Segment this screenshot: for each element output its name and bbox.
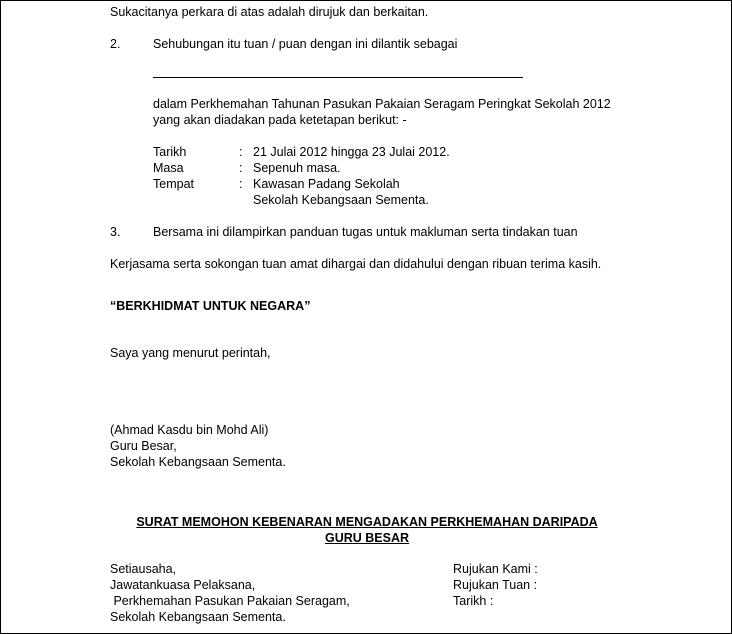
signatory-title: Guru Besar, — [110, 439, 177, 453]
second-letter-heading-line-2: GURU BESAR — [324, 531, 410, 545]
signatory-name: (Ahmad Kasdu bin Mohd Ali) — [110, 423, 269, 437]
paragraph-3-number: 3. — [110, 225, 121, 239]
paragraph-3-text: Bersama ini dilampirkan panduan tugas untuk makluman serta tindakan tuan — [153, 225, 578, 239]
reference-our: Rujukan Kami : — [453, 562, 538, 576]
detail-label-place: Tempat — [153, 177, 194, 191]
paragraph-2-line-3: yang akan diadakan pada ketetapan berikut: - — [153, 113, 407, 127]
recipient-line: Sekolah Kebangsaan Sementa. — [110, 610, 286, 624]
sign-intro: Saya yang menurut perintah, — [110, 346, 271, 360]
detail-value-time: Sepenuh masa. — [253, 161, 341, 175]
paragraph-2-number: 2. — [110, 37, 121, 51]
detail-label-date: Tarikh — [153, 145, 187, 159]
signatory-school: Sekolah Kebangsaan Sementa. — [110, 455, 286, 469]
paragraph-2-text: Sehubungan itu tuan / puan dengan ini dilantik sebagai — [153, 37, 458, 51]
detail-value-place: Kawasan Padang Sekolah — [253, 177, 400, 191]
detail-colon-place: : — [239, 177, 243, 191]
paragraph-1-closing: Sukacitanya perkara di atas adalah dirujuk dan berkaitan. — [110, 5, 429, 19]
detail-value-date: 21 Julai 2012 hingga 23 Julai 2012. — [253, 145, 450, 159]
reference-your: Rujukan Tuan : — [453, 578, 538, 592]
motto: “BERKHIDMAT UNTUK NEGARA” — [110, 299, 311, 313]
appointment-blank-line — [153, 77, 523, 78]
detail-label-time: Masa — [153, 161, 184, 175]
detail-colon-date: : — [239, 145, 243, 159]
thanks-line: Kerjasama serta sokongan tuan amat dihargai dan didahului dengan ribuan terima kasih. — [110, 257, 602, 271]
reference-date: Tarikh : — [453, 594, 494, 608]
second-letter-heading-line-1: SURAT MEMOHON KEBENARAN MENGADAKAN PERKHEMAHAN DARIPADA — [136, 515, 598, 529]
recipient-line: Perkhemahan Pasukan Pakaian Seragam, — [110, 594, 350, 608]
recipient-line: Setiausaha, — [110, 562, 177, 576]
detail-value-place-2: Sekolah Kebangsaan Sementa. — [253, 193, 429, 207]
paragraph-2-line-2: dalam Perkhemahan Tahunan Pasukan Pakaian Seragam Peringkat Sekolah 2012 — [153, 97, 611, 111]
detail-colon-time: : — [239, 161, 243, 175]
recipient-line: Jawatankuasa Pelaksana, — [110, 578, 256, 592]
